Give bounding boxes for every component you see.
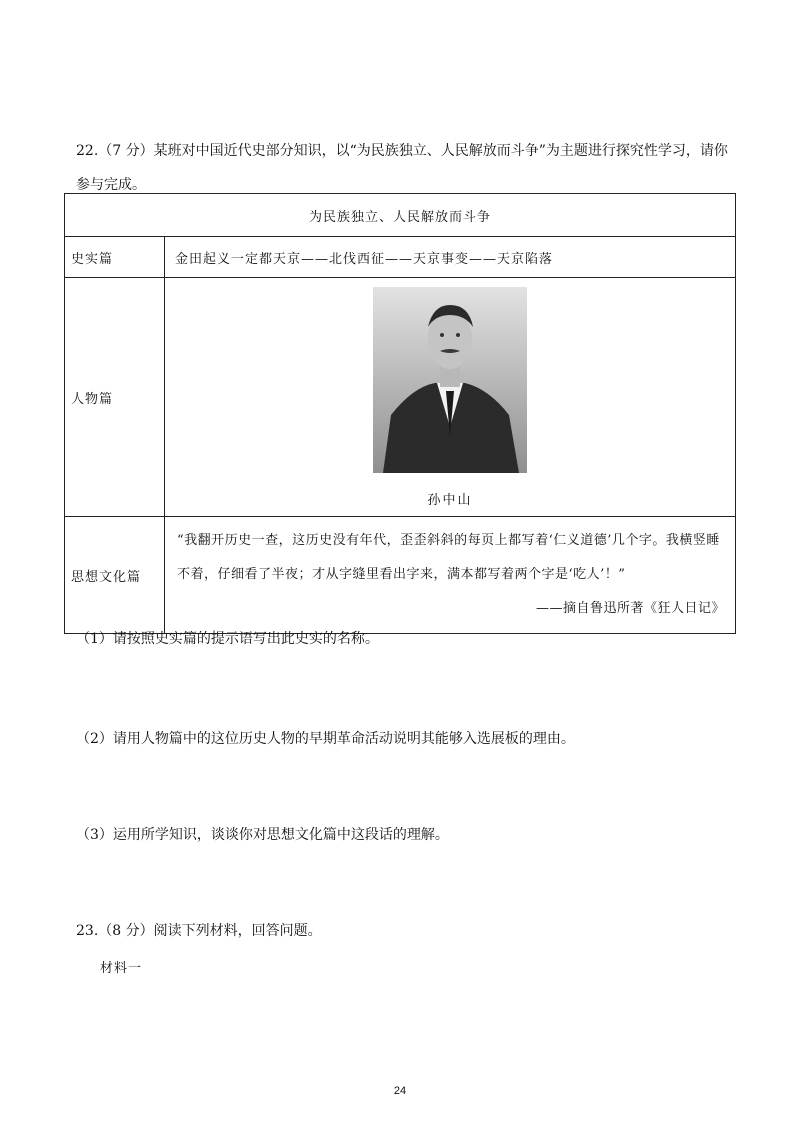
sub-question-3: （3）运用所学知识，谈谈你对思想文化篇中这段话的理解。 xyxy=(76,827,449,843)
quote-line-2: 不着，仔细看了半夜；才从字缝里看出字来，满本都写着两个字是‘吃人’！” xyxy=(177,567,626,582)
question-22-intro-line1: 22.（7 分）某班对中国近代史部分知识，以“为民族独立、人民解放而斗争”为主题进行探究性学习，请你 xyxy=(76,143,728,159)
table-title: 为民族独立、人民解放而斗争 xyxy=(65,194,736,237)
history-events-sequence: 金田起义一定都天京——北伐西征——天京事变——天京陷落 xyxy=(165,237,736,278)
portrait-cell xyxy=(165,278,736,517)
question-22-intro xyxy=(76,134,736,202)
table-row-history-facts xyxy=(65,237,736,278)
table-row-figures xyxy=(65,278,736,517)
sub-question-2: （2）请用人物篇中的这位历史人物的早期革命活动说明其能够入选展板的理由。 xyxy=(76,731,575,747)
quote-cell xyxy=(165,517,736,634)
portrait-caption: 孙中山 xyxy=(427,492,473,508)
question-23-intro: 23.（8 分）阅读下列材料，回答问题。 xyxy=(76,923,322,939)
row-label-figures: 人物篇 xyxy=(65,278,165,517)
row-label-thought-culture: 思想文化篇 xyxy=(65,517,165,634)
theme-table xyxy=(64,193,736,634)
page-number: 24 xyxy=(393,1085,407,1097)
portrait-photo xyxy=(373,287,527,473)
row-label-history-facts: 史实篇 xyxy=(65,237,165,278)
question-22-intro-line2: 参与完成。 xyxy=(76,177,146,193)
table-row-thought-culture xyxy=(65,517,736,634)
material-label: 材料一 xyxy=(100,961,143,976)
quote-source: ——摘自鲁迅所著《狂人日记》 xyxy=(535,601,725,616)
quote-line-1: “我翻开历史一查，这历史没有年代，歪歪斜斜的每页上都写着‘仁义道德’几个字。我横竖睡 xyxy=(177,533,720,548)
sub-question-1: （1）请按照史实篇的提示语写出此史实的名称。 xyxy=(76,631,379,647)
